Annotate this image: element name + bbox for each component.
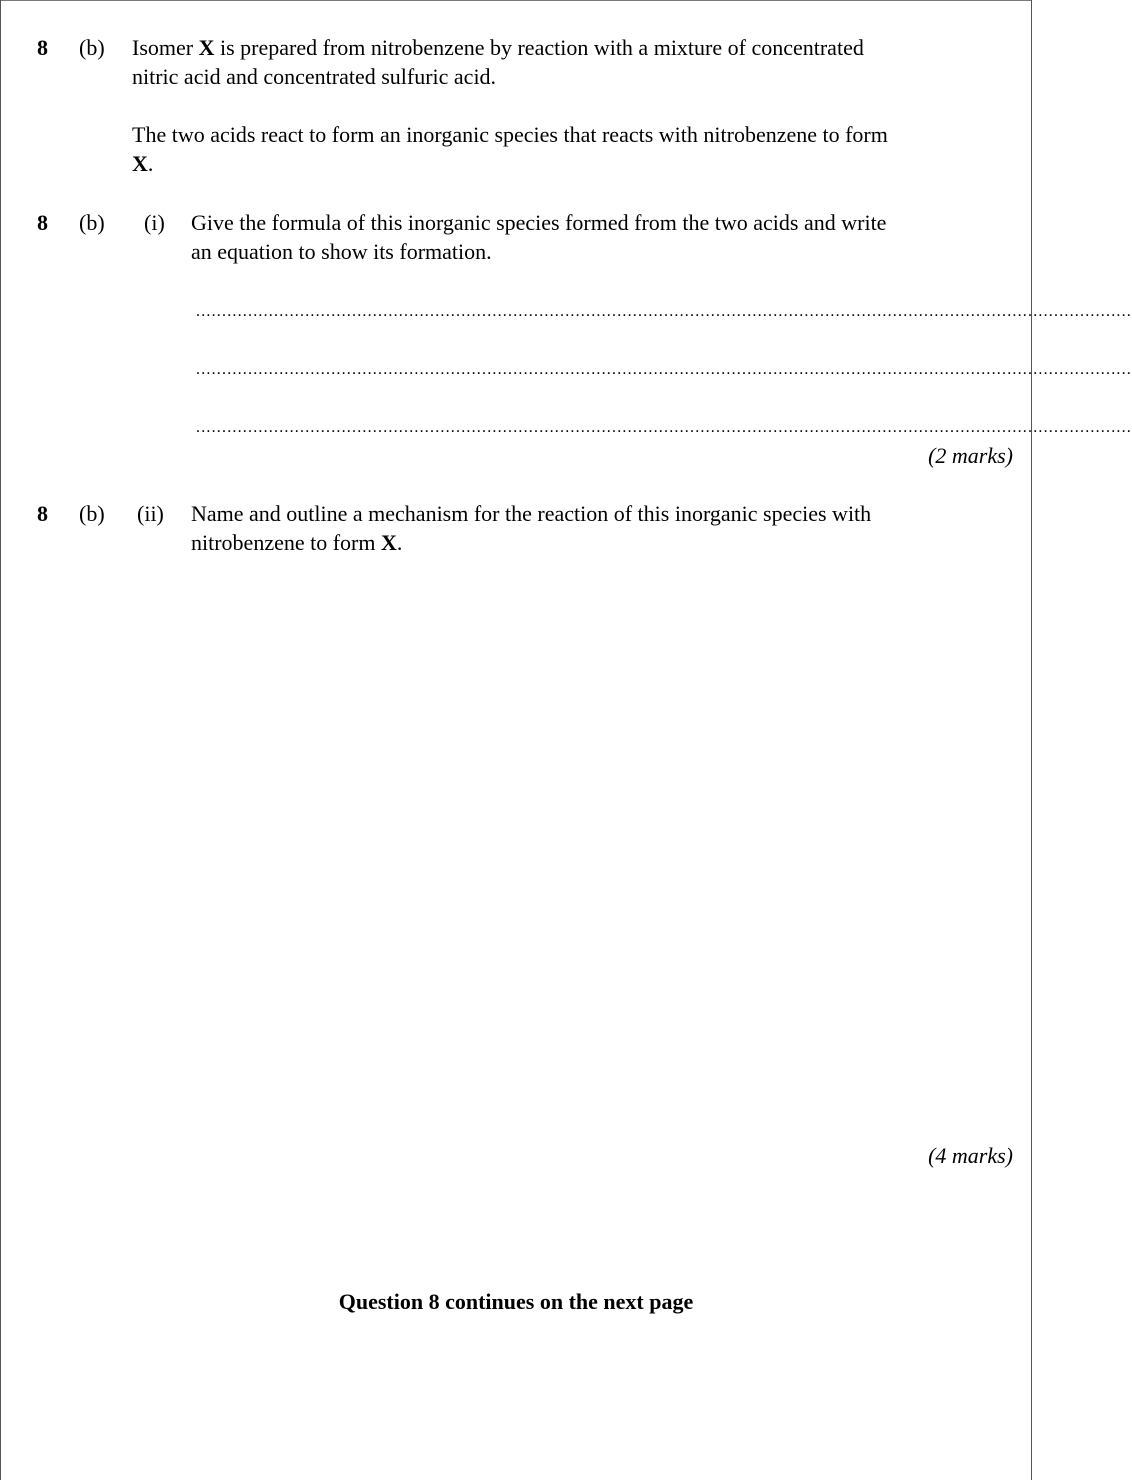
mechanism-answer-space[interactable]: [130, 570, 1010, 1130]
subpart-label-ii: (ii): [137, 501, 164, 526]
marks-allocation: (4 marks): [928, 1143, 1013, 1168]
continues-text: Question 8 continues on the next page: [338, 1289, 694, 1314]
para2-line-2: [132, 149, 153, 178]
question-part: (b): [79, 210, 105, 235]
intro-text-post: is prepared from nitrobenzene by reaction with a mixture of concentrated: [214, 35, 864, 60]
sub-ii-line-1: Name and outline a mechanism for the reaction of this inorganic species with: [191, 501, 872, 526]
question-number: 8: [37, 35, 48, 60]
isomer-label: X: [198, 35, 215, 60]
continues-notice: [0, 1287, 1032, 1316]
isomer-label: X: [132, 151, 148, 176]
sub-ii-text-pre: nitrobenzene to form: [191, 530, 381, 555]
intro-text-pre: Isomer: [132, 35, 199, 60]
subpart-label-i: (i): [144, 210, 165, 235]
sub-ii-line-2: [191, 528, 402, 557]
answer-line[interactable]: ....................................................................................................................................................................................: [196, 303, 1132, 320]
answer-line[interactable]: ....................................................................................................................................................................................: [196, 419, 1132, 436]
question-number: 8: [37, 210, 48, 235]
para2-punct: .: [147, 151, 154, 176]
answer-line[interactable]: ....................................................................................................................................................................................: [196, 361, 1132, 378]
question-number: 8: [37, 501, 48, 526]
intro-line-1: [132, 33, 864, 62]
intro-line-2: nitric acid and concentrated sulfuric acid.: [132, 64, 497, 89]
question-part: (b): [79, 35, 105, 60]
marks-allocation: (2 marks): [928, 443, 1013, 468]
para2-line-1: The two acids react to form an inorganic species that reacts with nitrobenzene to form: [132, 122, 888, 147]
isomer-label: X: [381, 530, 397, 555]
sub-i-line-2: an equation to show its formation.: [191, 239, 492, 264]
sub-ii-punct: .: [396, 530, 403, 555]
sub-i-line-1: Give the formula of this inorganic species formed from the two acids and write: [191, 210, 887, 235]
question-part: (b): [79, 501, 105, 526]
